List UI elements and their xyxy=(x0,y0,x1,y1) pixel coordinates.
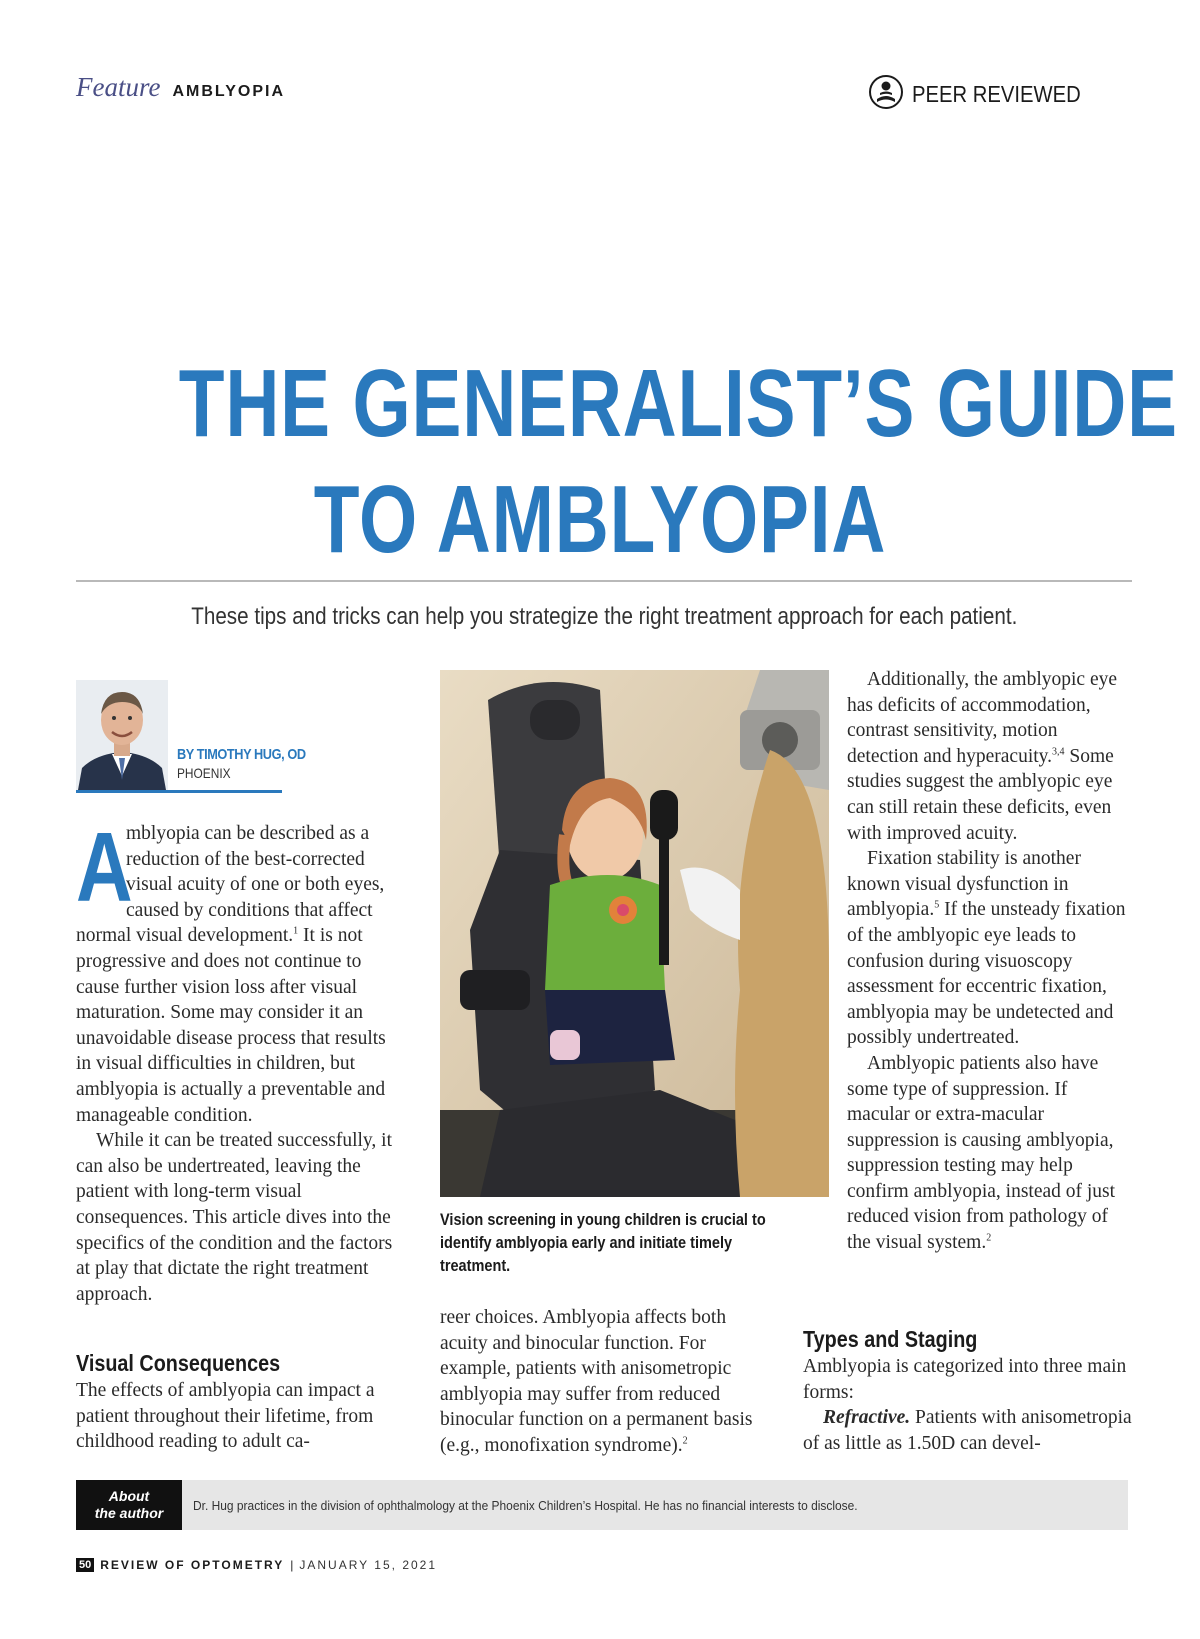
subhead-text: Types and Staging xyxy=(803,1326,978,1352)
reference-marker: 1 xyxy=(293,925,299,937)
section-kicker xyxy=(76,72,285,103)
drop-cap: A xyxy=(76,812,133,922)
body-column-2 xyxy=(440,1305,774,1459)
title-line-2: TO AMBLYOPIA xyxy=(313,466,887,573)
paragraph-text: reer choices. Amblyopia affects both acuity and binocular function. For example, patients with anisometropic amblyopia may suffer from reduced binocular function on a permanent basis (e.g., monofixation syndrome). xyxy=(440,1307,753,1456)
about-label-line-2: the author xyxy=(94,1505,164,1521)
author-name: BY TIMOTHY HUG, OD xyxy=(177,746,306,763)
about-label-line-1: About xyxy=(108,1488,150,1504)
book-reader-icon xyxy=(868,74,904,115)
peer-reviewed-label: PEER REVIEWED xyxy=(912,81,1081,107)
subhead-text: Visual Consequences xyxy=(76,1350,281,1376)
dek-text: These tips and tricks can help you strategize the right treatment approach for each patient. xyxy=(190,603,1018,630)
about-author-box xyxy=(76,1480,1128,1530)
feature-label: Feature xyxy=(76,72,161,102)
paragraph-text: Fixation stability is another known visual dysfunction in amblyopia. xyxy=(847,848,1081,921)
title-line-1: THE GENERALIST’S GUIDE xyxy=(178,350,1178,457)
body-column-3 xyxy=(847,667,1132,1256)
body-column-1 xyxy=(76,812,402,1307)
footer-separator: | xyxy=(290,1558,294,1572)
reference-marker: 2 xyxy=(986,1232,992,1244)
about-author-label xyxy=(76,1480,182,1530)
caption-text: Vision screening in young children is crucial to identify amblyopia early and initiate timely treatment. xyxy=(440,1211,766,1275)
page-number: 50 xyxy=(76,1558,94,1572)
author-divider xyxy=(76,790,282,793)
paragraph-text: Patients with anisometropia of as little as 1.50D can devel- xyxy=(803,1407,1132,1454)
about-author-text: Dr. Hug practices in the division of ophthalmology at the Phoenix Children’s Hospital. He has no financial interests to disclose. xyxy=(193,1497,858,1513)
paragraph xyxy=(440,1305,774,1459)
paragraph-text: It is not progressive and does not continue to cause further vision loss after visual maturation. Some may consider it an unavoidable disease process that results in visual difficulties in children, but amblyopia is actually a preventable and manageable condition. xyxy=(76,925,386,1126)
article-dek xyxy=(76,603,1132,631)
subhead-types-and-staging xyxy=(803,1326,1006,1353)
issue-date: JANUARY 15, 2021 xyxy=(299,1558,438,1572)
paragraph-text: Some studies suggest the amblyopic eye can still retain these deficits, even with improved acuity. xyxy=(847,745,1114,844)
paragraph xyxy=(847,667,1132,846)
page-footer xyxy=(76,1558,437,1572)
reference-marker: 2 xyxy=(682,1435,688,1447)
subhead-visual-consequences xyxy=(76,1350,313,1377)
byline xyxy=(177,746,328,781)
paragraph xyxy=(803,1405,1132,1456)
article-photo xyxy=(440,670,829,1197)
paragraph: The effects of amblyopia can impact a patient throughout their lifetime, from childhood reading to adult ca- xyxy=(76,1380,375,1453)
paragraph-text: If the unsteady fixation of the amblyopic eye leads to confusion during visuoscopy assessment for eccentric fixation, amblyopia may be undetected and possibly undertreated. xyxy=(847,899,1126,1049)
paragraph: Amblyopia is categorized into three main forms: xyxy=(803,1356,1127,1403)
author-photo xyxy=(76,680,168,790)
magazine-name: REVIEW OF OPTOMETRY xyxy=(100,1558,285,1572)
reference-marker: 5 xyxy=(934,899,940,911)
paragraph xyxy=(847,846,1132,1051)
paragraph-lead: Refractive. xyxy=(823,1407,911,1429)
author-location: PHOENIX xyxy=(177,765,231,781)
paragraph xyxy=(76,812,402,1128)
paragraph-text: Amblyopic patients also have some type of suppression. If macular or extra-macular suppression is causing amblyopia, suppression testing may help confirm amblyopia, instead of just reduced vision from pathology of the visual system. xyxy=(847,1052,1116,1254)
title-divider xyxy=(76,580,1132,582)
reference-marker: 3,4 xyxy=(1052,746,1065,758)
section-label: AMBLYOPIA xyxy=(172,83,285,100)
body-column-3-continued xyxy=(803,1354,1132,1456)
peer-reviewed-badge xyxy=(868,74,1104,115)
paragraph xyxy=(847,1051,1132,1256)
article-title xyxy=(60,346,1178,578)
paragraph-text: Additionally, the amblyopic eye has deficits of accommodation, contrast sensitivity, motion detection and hyperacuity. xyxy=(847,669,1118,767)
photo-caption xyxy=(440,1209,785,1278)
paragraph: While it can be treated successfully, it can also be undertreated, leaving the patient with long-term visual consequences. This article dives into the specifics of the condition and the factors at play that dictate the right treatment approach. xyxy=(76,1130,393,1305)
body-column-1-continued xyxy=(76,1378,402,1455)
paragraph-text: mblyopia can be described as a reduction of the best-corrected visual acuity of one or both eyes, caused by conditions that affect normal visual development. xyxy=(76,823,385,947)
